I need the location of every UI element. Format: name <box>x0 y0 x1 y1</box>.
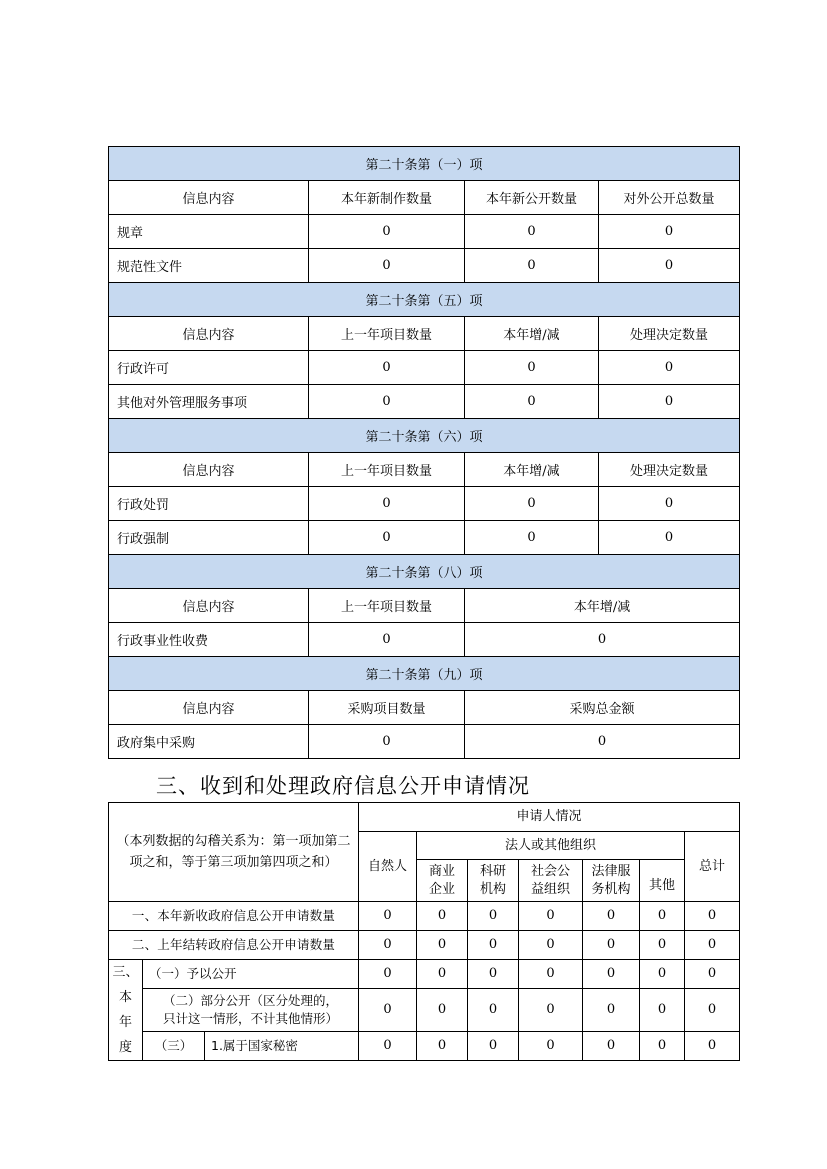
legal-org-header: 法人或其他组织 <box>417 832 685 860</box>
cell-value: 0 <box>583 960 640 989</box>
cell-value: 0 <box>599 249 740 283</box>
row-label: （三） <box>143 1032 205 1061</box>
cell-value: 0 <box>583 988 640 1031</box>
row-label: 行政强制 <box>109 521 309 555</box>
cell-value: 0 <box>468 988 519 1031</box>
table-row <box>109 623 740 657</box>
table-row <box>109 725 740 759</box>
cell-value: 0 <box>468 931 519 960</box>
cell-value: 0 <box>640 1032 685 1061</box>
cell-value: 0 <box>359 988 417 1031</box>
column-header: 上一年项目数量 <box>309 589 465 623</box>
section-title: 第二十条第（八）项 <box>109 555 740 589</box>
cell-value: 0 <box>640 988 685 1031</box>
sub-header-line: 益组织 <box>530 881 570 897</box>
column-header: 采购总金额 <box>465 691 740 725</box>
column-header: 本年增/减 <box>465 589 740 623</box>
column-header: 信息内容 <box>109 317 309 351</box>
cell-value: 0 <box>583 931 640 960</box>
table-row <box>109 351 740 385</box>
cell-value: 0 <box>359 902 417 931</box>
cell-value: 0 <box>685 902 740 931</box>
section-title-row <box>109 555 740 589</box>
sub-header-line: 法律服 <box>591 863 631 879</box>
column-header: 信息内容 <box>109 691 309 725</box>
cell-value: 0 <box>417 988 468 1031</box>
row-label: （一）予以公开 <box>143 960 359 989</box>
cell-value: 0 <box>468 960 519 989</box>
cell-value: 0 <box>359 1032 417 1061</box>
cell-value: 0 <box>519 1032 583 1061</box>
cell-value: 0 <box>417 931 468 960</box>
table-row <box>109 521 740 555</box>
column-header: 对外公开总数量 <box>599 181 740 215</box>
row-label: 政府集中采购 <box>109 725 309 759</box>
cell-value: 0 <box>583 1032 640 1061</box>
sub-header <box>519 860 583 902</box>
sub-header <box>468 860 519 902</box>
row-label: 行政许可 <box>109 351 309 385</box>
table-row <box>109 249 740 283</box>
cell-value: 0 <box>599 521 740 555</box>
column-header: 本年增/减 <box>465 317 599 351</box>
cell-value: 0 <box>309 385 465 419</box>
cell-value: 0 <box>640 931 685 960</box>
row-label: 规章 <box>109 215 309 249</box>
total-header: 总计 <box>685 832 740 902</box>
column-header-row <box>109 453 740 487</box>
cell-value: 0 <box>519 988 583 1031</box>
header-row <box>109 803 740 832</box>
cell-value: 0 <box>583 902 640 931</box>
cell-value: 0 <box>309 487 465 521</box>
cell-value: 0 <box>465 215 599 249</box>
section-title-row <box>109 147 740 181</box>
row-label: 其他对外管理服务事项 <box>109 385 309 419</box>
column-header: 上一年项目数量 <box>309 453 465 487</box>
cell-value: 0 <box>309 623 465 657</box>
table-row <box>109 487 740 521</box>
row-label: 行政事业性收费 <box>109 623 309 657</box>
column-header: 处理决定数量 <box>599 453 740 487</box>
cell-value: 0 <box>359 931 417 960</box>
disclosure-summary-table <box>108 146 740 759</box>
cell-value: 0 <box>309 215 465 249</box>
year-label <box>109 960 143 1061</box>
row-label: 二、上年结转政府信息公开申请数量 <box>109 931 359 960</box>
column-header: 信息内容 <box>109 589 309 623</box>
cell-value: 0 <box>685 988 740 1031</box>
section-title: 第二十条第（一）项 <box>109 147 740 181</box>
cell-value: 0 <box>519 902 583 931</box>
sub-header <box>583 860 640 902</box>
cell-value: 0 <box>519 931 583 960</box>
column-header: 本年新制作数量 <box>309 181 465 215</box>
cell-value: 0 <box>465 385 599 419</box>
cell-value: 0 <box>309 725 465 759</box>
row-label: 一、本年新收政府信息公开申请数量 <box>109 902 359 931</box>
column-header-row <box>109 181 740 215</box>
cell-value: 0 <box>685 960 740 989</box>
section-title: 第二十条第（九）项 <box>109 657 740 691</box>
column-header: 信息内容 <box>109 453 309 487</box>
row-label <box>143 988 359 1031</box>
table-row <box>109 385 740 419</box>
cell-value: 0 <box>417 1032 468 1061</box>
table-note: （本列数据的勾稽关系为：第一项加第二项之和，等于第三项加第四项之和） <box>109 803 359 902</box>
year-label-char: 三、 <box>112 965 139 980</box>
cell-value: 0 <box>465 249 599 283</box>
cell-value: 0 <box>599 215 740 249</box>
section-title-row <box>109 283 740 317</box>
table-row <box>109 902 740 931</box>
table-row <box>109 1032 740 1061</box>
section-heading: 三、收到和处理政府信息公开申请情况 <box>156 774 530 798</box>
cell-value: 0 <box>519 960 583 989</box>
cell-value: 0 <box>309 351 465 385</box>
row-label: 规范性文件 <box>109 249 309 283</box>
cell-value: 0 <box>468 1032 519 1061</box>
year-label-char: 年 <box>118 1015 132 1030</box>
column-header-row <box>109 589 740 623</box>
natural-person-header: 自然人 <box>359 832 417 902</box>
cell-value: 0 <box>599 385 740 419</box>
column-header: 本年新公开数量 <box>465 181 599 215</box>
cell-value: 0 <box>685 931 740 960</box>
application-stats-table <box>108 802 740 1061</box>
cell-value: 0 <box>359 960 417 989</box>
column-header: 上一年项目数量 <box>309 317 465 351</box>
sub-header-line: 商业 <box>428 863 455 879</box>
sub-header <box>417 860 468 902</box>
column-header-row <box>109 691 740 725</box>
sub-header-line: 社会公 <box>530 863 570 879</box>
cell-value: 0 <box>599 351 740 385</box>
cell-value: 0 <box>465 521 599 555</box>
sub-header-line: 机构 <box>479 881 506 897</box>
cell-value: 0 <box>465 487 599 521</box>
cell-value: 0 <box>465 623 740 657</box>
column-header: 采购项目数量 <box>309 691 465 725</box>
row-label-line: 只计这一情形，不计其他情形） <box>162 1010 338 1026</box>
section-title: 第二十条第（五）项 <box>109 283 740 317</box>
column-header: 处理决定数量 <box>599 317 740 351</box>
year-label-char: 本 <box>118 990 132 1005</box>
column-header-row <box>109 317 740 351</box>
table-row <box>109 988 740 1031</box>
column-header: 信息内容 <box>109 181 309 215</box>
sub-header-line: 务机构 <box>591 881 631 897</box>
sub-header-line: 企业 <box>428 881 455 897</box>
cell-value: 0 <box>599 487 740 521</box>
cell-value: 0 <box>417 902 468 931</box>
cell-value: 0 <box>685 1032 740 1061</box>
cell-value: 0 <box>417 960 468 989</box>
applicant-header: 申请人情况 <box>359 803 740 832</box>
section-title-row <box>109 657 740 691</box>
cell-value: 0 <box>640 902 685 931</box>
table-row <box>109 215 740 249</box>
sub-header-line: 科研 <box>479 863 506 879</box>
year-label-char: 度 <box>118 1040 132 1055</box>
table-row <box>109 960 740 989</box>
cell-value: 0 <box>465 351 599 385</box>
cell-value: 0 <box>309 521 465 555</box>
cell-value: 0 <box>465 725 740 759</box>
row-sub-label: 1.属于国家秘密 <box>205 1032 359 1061</box>
cell-value: 0 <box>309 249 465 283</box>
sub-header: 其他 <box>640 860 685 902</box>
table-row <box>109 931 740 960</box>
cell-value: 0 <box>640 960 685 989</box>
cell-value: 0 <box>468 902 519 931</box>
section-title: 第二十条第（六）项 <box>109 419 740 453</box>
column-header: 本年增/减 <box>465 453 599 487</box>
row-label: 行政处罚 <box>109 487 309 521</box>
section-title-row <box>109 419 740 453</box>
row-label-line: （二）部分公开（区分处理的， <box>162 992 338 1008</box>
